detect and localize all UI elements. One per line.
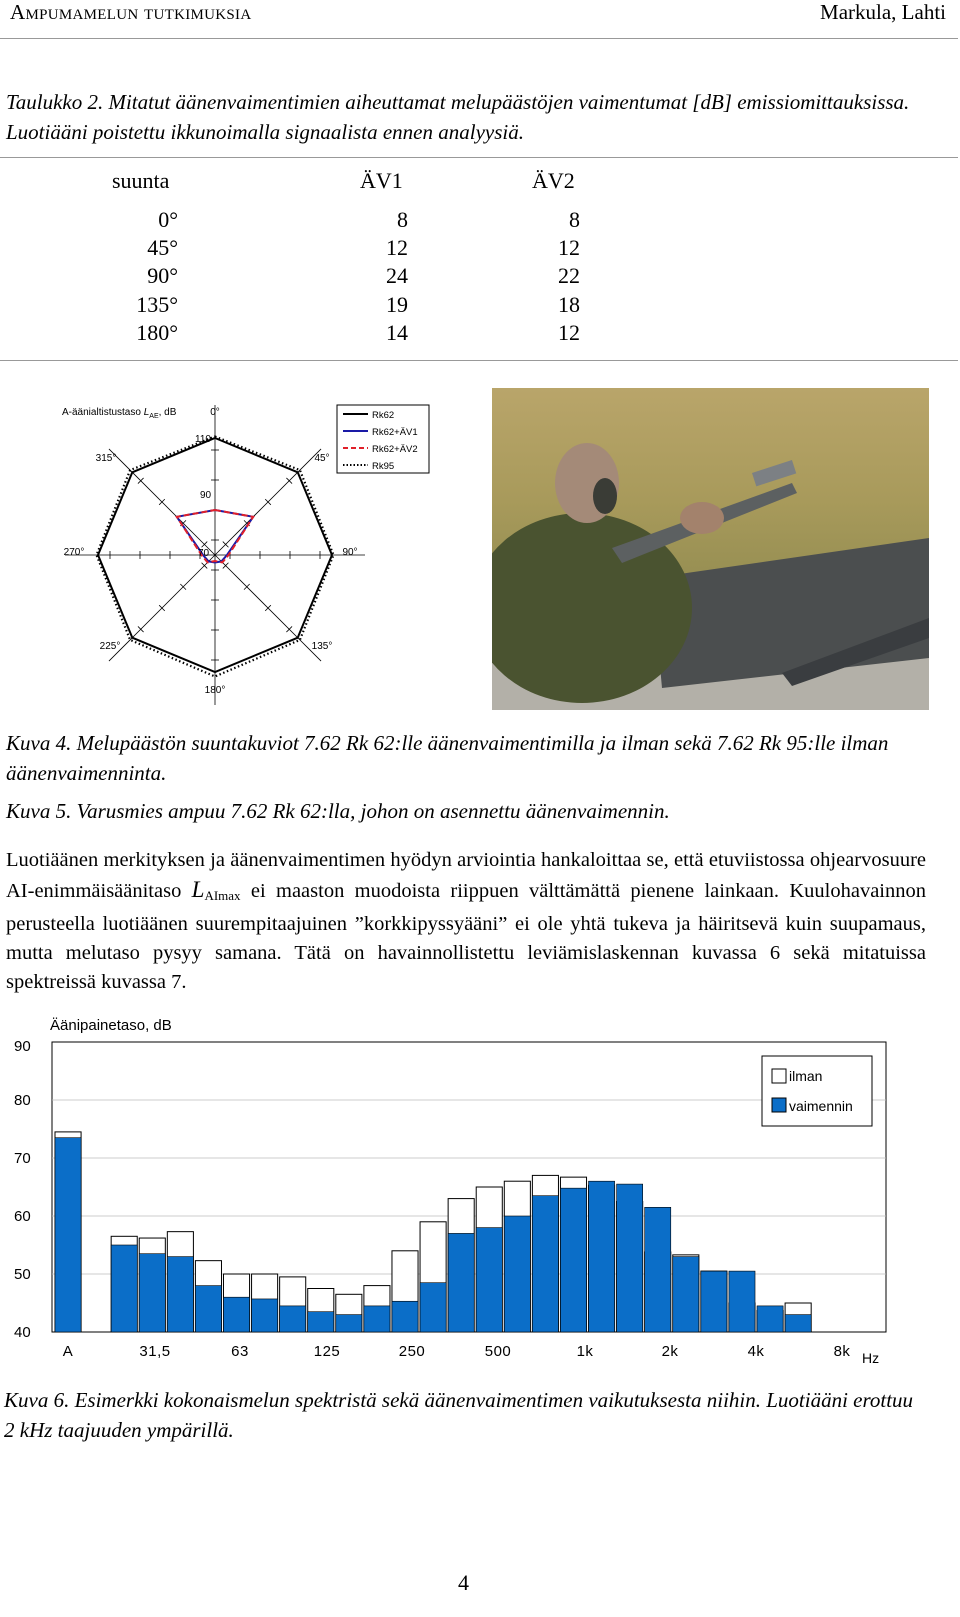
table-cell: 18 (558, 292, 580, 317)
bar-vaimennin (645, 1207, 671, 1332)
spectrum-bar-chart (0, 1010, 900, 1380)
bar-vaimennin (560, 1188, 586, 1332)
polar-legend-label: Rk62+ÄV2 (372, 444, 418, 455)
table-cell: 8 (397, 207, 408, 232)
table-cell: 24 (386, 263, 408, 288)
x-tick-label: 500 (484, 1343, 512, 1360)
bar-vaimennin (729, 1271, 755, 1332)
x-axis-unit: Hz (862, 1350, 880, 1366)
chart-legend-box (762, 1056, 872, 1126)
x-tick-label: 125 (313, 1343, 341, 1360)
table-cell: 8 (569, 207, 580, 232)
polar-grid (65, 405, 365, 705)
bar-vaimennin (504, 1216, 530, 1332)
bar-vaimennin (336, 1315, 362, 1332)
table-header-av2: ÄV2 (532, 168, 575, 193)
running-header-authors: Markula, Lahti (820, 0, 946, 24)
polar-ring-label: 70 (198, 548, 210, 559)
x-tick-label: 8k (833, 1343, 851, 1360)
table-cell: 180° (136, 320, 178, 345)
polar-direction-label: 45° (314, 453, 330, 464)
polar-legend-label: Rk62 (372, 410, 395, 421)
table-cell: 12 (386, 235, 408, 260)
x-tick-label: 31,5 (139, 1343, 171, 1360)
legend-swatch-vaimennin (772, 1098, 786, 1112)
table-cell: 90° (147, 263, 178, 288)
table-cell: 19 (386, 292, 408, 317)
polar-title: A-äänialtistustaso $L_{AE}$, dB (62, 407, 177, 420)
chart-legend (762, 1056, 872, 1126)
y-tick-label: 70 (14, 1150, 31, 1167)
table-cell: 14 (386, 320, 408, 345)
bar-vaimennin (55, 1138, 81, 1332)
polar-direction-label: 135° (311, 641, 333, 652)
polar-direction-label: 270° (63, 547, 85, 558)
bar-vaimennin (532, 1196, 558, 1332)
bar-vaimennin (617, 1184, 643, 1332)
y-tick-label: 60 (14, 1208, 31, 1225)
bar-vaimennin (392, 1301, 418, 1332)
table-header-av1: ÄV1 (360, 168, 403, 193)
table-cell: 135° (136, 292, 178, 317)
y-axis-ticks (14, 1038, 31, 1341)
table-top-rule (0, 157, 958, 158)
bar-vaimennin (673, 1257, 699, 1332)
legend-label-vaimennin: vaimennin (789, 1098, 853, 1114)
x-tick-label: 4k (747, 1343, 765, 1360)
running-header-title: Ampumamelun tutkimuksia (10, 0, 252, 24)
y-tick-label: 80 (14, 1092, 31, 1109)
bar-vaimennin (167, 1257, 193, 1332)
page-number: 4 (458, 1570, 469, 1595)
polar-labels (64, 407, 358, 696)
bar-vaimennin (252, 1299, 278, 1332)
bar-vaimennin (111, 1245, 137, 1332)
bar-vaimennin (308, 1312, 334, 1332)
x-axis-ticks (63, 1343, 851, 1360)
table-header-direction: suunta (112, 168, 170, 193)
bar-vaimennin (476, 1228, 502, 1332)
legend-label-ilman: ilman (789, 1068, 823, 1084)
figure-5-caption: Kuva 5. Varusmies ampuu 7.62 Rk 62:lla, johon on asennettu äänenvaimennin. (6, 799, 670, 823)
figure-4-caption: Kuva 4. Melupäästön suuntakuviot 7.62 Rk 62:lle äänenvaimentimilla ja ilman sekä 7.62 Rk 95:lle ilman äänenvaimenninta. (6, 731, 889, 785)
y-tick-label: 90 (14, 1038, 31, 1055)
polar-legend (337, 405, 429, 473)
header-rule (0, 38, 958, 39)
chart-ylabel: Äänipainetaso, dB (50, 1017, 172, 1034)
bar-vaimennin (364, 1306, 390, 1332)
bar-vaimennin (280, 1306, 306, 1332)
table-bottom-rule (0, 360, 958, 361)
polar-ring-label: 90 (200, 490, 212, 501)
legend-swatch-ilman (772, 1069, 786, 1083)
bar-vaimennin (757, 1306, 783, 1332)
figure-6-caption: Kuva 6. Esimerkki kokonaismelun spektristä sekä äänenvaimentimen vaikutuksesta niihin. Luotiääni erottuu 2 kHz taajuuden ympärillä. (4, 1388, 914, 1442)
polar-direction-label: 225° (99, 641, 121, 652)
table-cell: 12 (558, 320, 580, 345)
y-tick-label: 40 (14, 1324, 31, 1341)
bar-vaimennin (139, 1254, 165, 1332)
polar-directivity-chart (50, 395, 440, 715)
polar-direction-label: 90° (342, 547, 358, 558)
bar-vaimennin (195, 1286, 221, 1332)
table-cell: 0° (158, 207, 178, 232)
bar-vaimennin (448, 1233, 474, 1332)
bar-vaimennin (785, 1315, 811, 1332)
x-tick-label: A (62, 1343, 74, 1360)
polar-legend-label: Rk95 (372, 461, 395, 472)
bar-vaimennin (420, 1283, 446, 1332)
polar-direction-label: 315° (95, 453, 117, 464)
bar-vaimennin (589, 1181, 615, 1332)
table-caption: Taulukko 2. Mitatut äänenvaimentimien aiheuttamat melupäästöjen vaimentumat [dB] emissiomittauksissa. Luotiääni poistettu ikkunoimalla signaalista ennen analyysiä. (6, 90, 910, 144)
polar-legend-label: Rk62+ÄV1 (372, 427, 418, 438)
soldier-hand (680, 502, 724, 534)
table-cell: 22 (558, 263, 580, 288)
table-cell: 45° (147, 235, 178, 260)
x-tick-label: 63 (231, 1343, 249, 1360)
bar-vaimennin (701, 1271, 727, 1332)
polar-direction-label: 180° (204, 685, 226, 696)
table-cell: 12 (558, 235, 580, 260)
polar-direction-label: 0° (210, 407, 220, 418)
x-tick-label: 250 (398, 1343, 426, 1360)
x-tick-label: 1k (576, 1343, 594, 1360)
bars (55, 1132, 811, 1332)
y-tick-label: 50 (14, 1266, 31, 1283)
x-tick-label: 2k (661, 1343, 679, 1360)
bar-vaimennin (223, 1297, 249, 1332)
ear-protector (593, 478, 617, 514)
soldier-shooting-photo (492, 388, 929, 710)
polar-ring-label: 110 (195, 434, 211, 445)
body-paragraph: Luotiäänen merkityksen ja äänenvaimentimen hyödyn arviointia hankaloittaa se, että etuviistossa ohjearvosuure AI-enimmäisäänitaso $L_{AImax}$ ei maaston muodoista riippuen välttämättä pienene lainkaan. Kuulohavainnon perusteella luotiäänen suurempitaajuinen ”korkkipyssyääni” ei ole yhtä tukeva ja häiritsevä kuin suupamaus, mutta melutaso pysyy samana. Tätä on havainnollistettu leviämislaskennan kuvassa 6 sekä mitatuissa spektreissä kuvassa 7. (6, 849, 926, 993)
